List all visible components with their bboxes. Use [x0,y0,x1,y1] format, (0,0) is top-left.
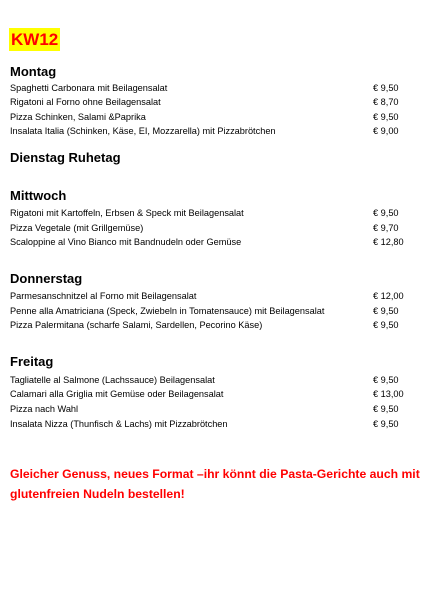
menu-item-price: € 13,00 [373,389,404,399]
menu-item-price: € 9,50 [373,375,399,385]
menu-item-price: € 9,50 [373,208,399,218]
menu-item-name: Parmesanschnitzel al Forno mit Beilagensalat [10,291,197,301]
menu-item [10,124,420,138]
menu-item-name: Insalata Nizza (Thunfisch & Lachs) mit Pizzabrötchen [10,419,228,429]
menu-item-price: € 12,80 [373,237,404,247]
menu-item-name: Scaloppine al Vino Bianco mit Bandnudeln oder Gemüse [10,237,242,247]
menu-item-name: Penne alla Amatriciana (Speck, Zwiebeln in Tomatensauce) mit Beilagensalat [10,306,325,316]
menu-item-name: Insalata Italia (Schinken, Käse, EI, Mozzarella) mit Pizzabrötchen [10,126,276,136]
menu-item-name: Rigatoni mit Kartoffeln, Erbsen & Speck mit Beilagensalat [10,208,244,218]
menu-item-name: Calamari alla Griglia mit Gemüse oder Beilagensalat [10,389,224,399]
menu-item-name: Pizza Vegetale (mit Grillgemüse) [10,223,144,233]
day-heading-mittwoch: Mittwoch [10,188,67,203]
menu-item-price: € 9,70 [373,223,399,233]
menu-item [10,221,420,235]
menu-item-price: € 9,50 [373,320,399,330]
menu-item-price: € 9,50 [373,83,399,93]
footer-note: Gleicher Genuss, neues Format –ihr könnt die Pasta-Gerichte auch mit glutenfreien Nudeln bestellen! [10,467,420,501]
day-heading-freitag: Freitag [10,354,54,369]
day-heading-montag: Montag [10,64,57,79]
menu-item-price: € 8,70 [373,97,399,107]
menu-item-price: € 12,00 [373,291,404,301]
menu-item-name: Spaghetti Carbonara mit Beilagensalat [10,83,168,93]
menu-item-price: € 9,50 [373,306,399,316]
menu-item-name: Tagliatelle al Salmone (Lachssauce) Beilagensalat [10,375,215,385]
menu-item [10,206,420,220]
menu-item-name: Pizza nach Wahl [10,404,79,414]
menu-item-price: € 9,00 [373,126,399,136]
day-heading-donnerstag: Donnerstag [10,271,83,286]
menu-item [10,110,420,124]
menu-item [10,318,420,332]
menu-item [10,373,420,387]
menu-item [10,81,420,95]
menu-item-price: € 9,50 [373,419,399,429]
menu-item-name: Pizza Palermitana (scharfe Salami, Sardellen, Pecorino Käse) [10,320,263,330]
day-heading-dienstag: Dienstag Ruhetag [10,150,121,165]
menu-item [10,95,420,109]
menu-item [10,417,420,431]
menu-item-name: Pizza Schinken, Salami &Paprika [10,112,146,122]
menu-item [10,387,420,401]
menu-item-price: € 9,50 [373,404,399,414]
menu-item-price: € 9,50 [373,112,399,122]
menu-item [10,235,420,249]
menu-item-name: Rigatoni al Forno ohne Beilagensalat [10,97,161,107]
week-badge: KW12 [11,30,59,49]
menu-item [10,289,420,303]
menu-item [10,304,420,318]
menu-item [10,402,420,416]
